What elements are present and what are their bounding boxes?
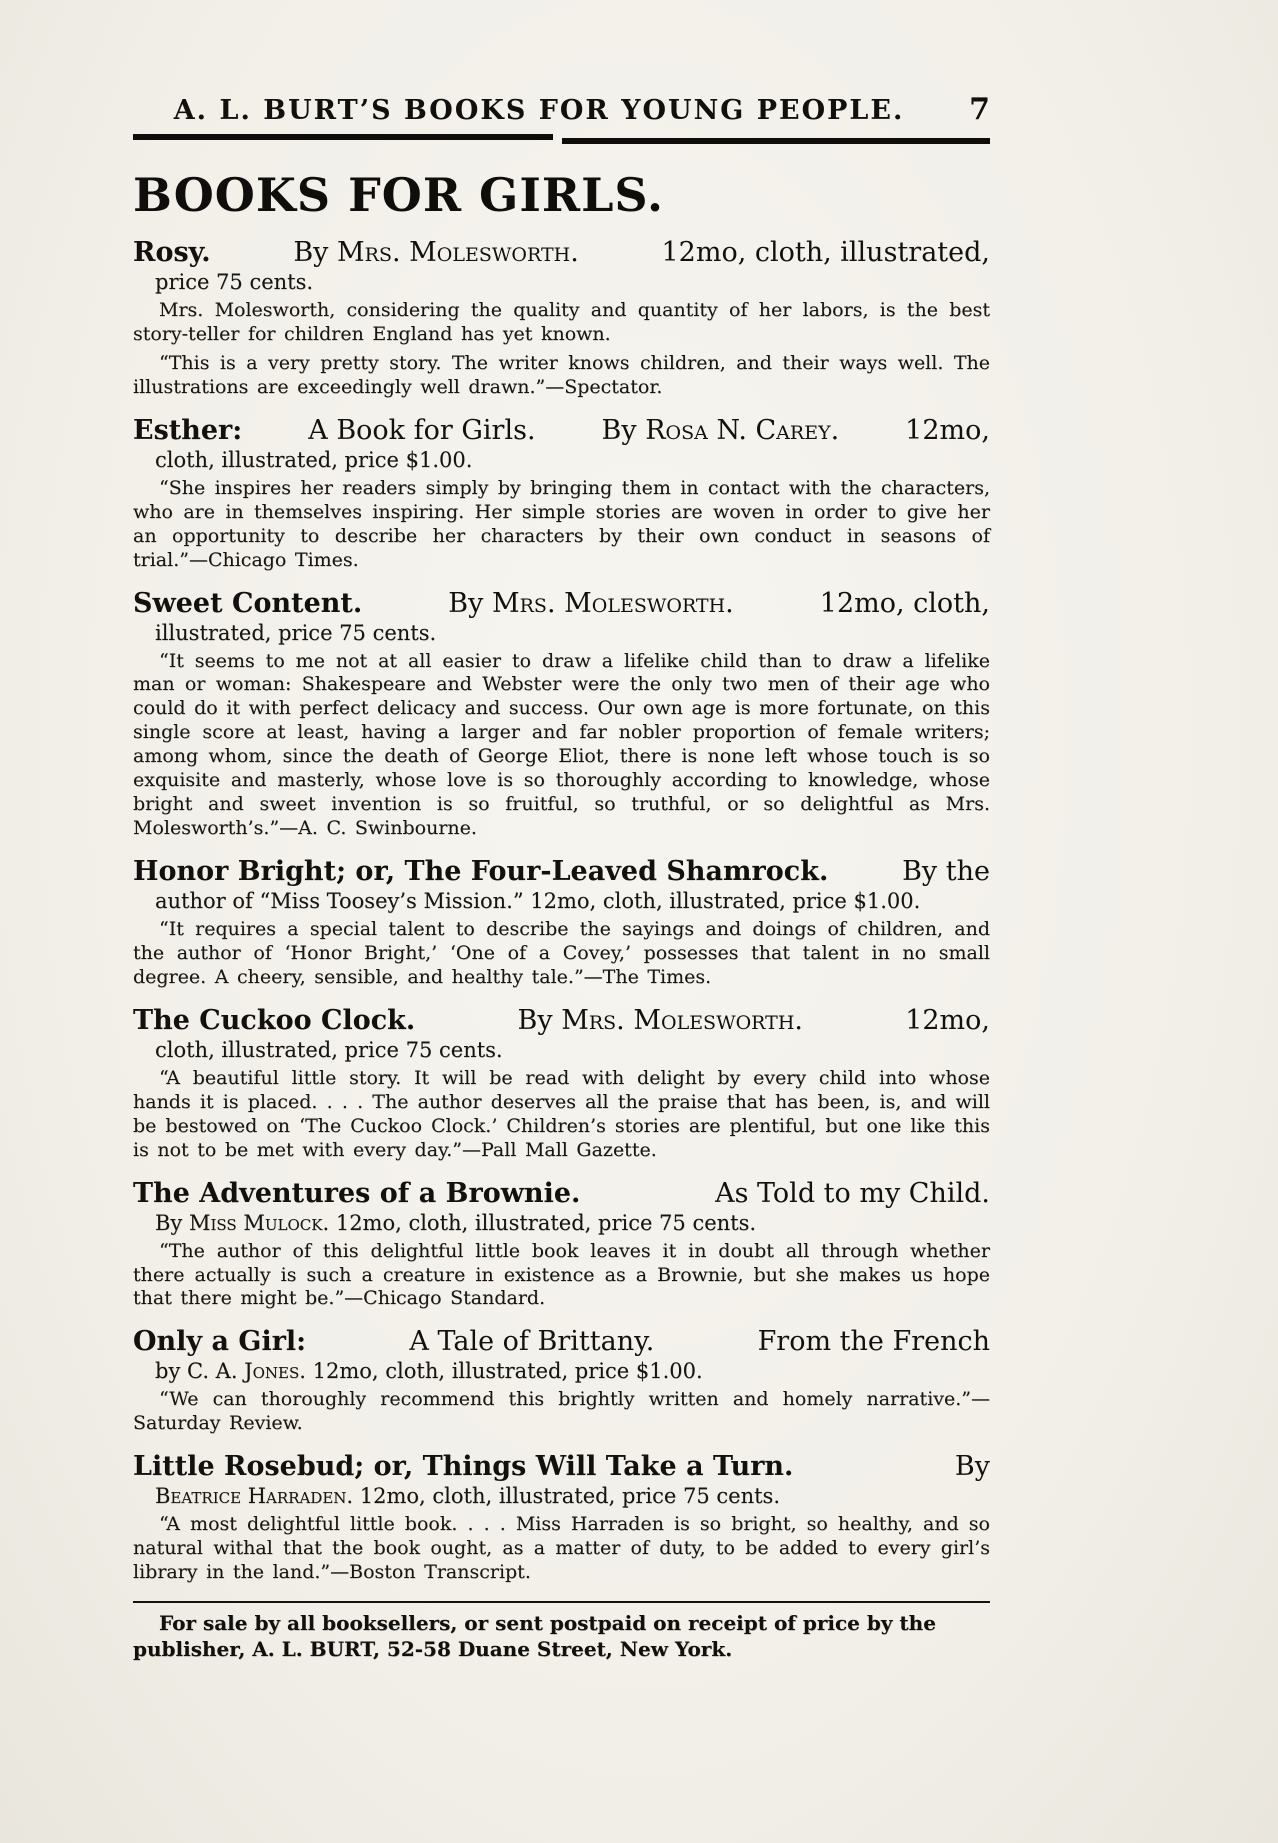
- book-title: Little Rosebud; or, Things Will Take a Turn.: [133, 1451, 794, 1483]
- book-subline: price 75 cents.: [155, 270, 314, 294]
- book-entry: [133, 1005, 990, 1163]
- book-author: Rosa N. Carey.: [645, 414, 840, 446]
- book-byline: [518, 1005, 803, 1036]
- byline-by: By: [601, 414, 637, 446]
- book-subline: illustrated, price 75 cents.: [155, 620, 437, 645]
- book-title: Only a Girl:: [133, 1326, 307, 1358]
- book-heading: [133, 415, 990, 446]
- book-author: Mrs. Molesworth.: [491, 587, 734, 619]
- header-rule: [133, 134, 990, 148]
- book-entry: [133, 1178, 990, 1312]
- review-paragraph: “It requires a special talent to describe the sayings and doings of children, and the author of ‘Honor Bright,’ ‘One of a Covey,’ possesses that talent in no small degree. A cheery, sensible, and healthy tale.”—The Times.: [133, 918, 990, 988]
- footer: [133, 1601, 990, 1662]
- book-author: Mrs. Molesworth.: [337, 237, 579, 268]
- book-subline: [155, 1484, 990, 1508]
- book-format: 12mo,: [905, 414, 990, 446]
- review-paragraph: “It seems to me not at all easier to draw a lifelike child than to draw a lifelike man or woman: Shakespeare and Webster were the only two men of their age who could do it with perfect delicacy and success. Our own age is more fortunate, on this single score at least, having a larger and far nobler proportion of female writers; among whom, since the death of George Eliot, there is none left whose touch is so exquisite and masterly, whose love is so thoroughly according to knowledge, whose bright and sweet invention is so fruitful, so truthful, or so delightful as Mrs. Molesworth’s.”—A. C. Swinbourne.: [133, 649, 990, 840]
- book-format: 12mo, cloth, illustrated,: [661, 237, 990, 268]
- book-heading: [133, 237, 990, 268]
- book-author: Mrs. Molesworth.: [561, 1004, 803, 1036]
- review-paragraph: “A most delightful little book. . . . Miss Harraden is so bright, so healthy, and so natural withal that the book ought, as a matter of duty, to be added to every girl’s library in the land.”—Boston Transcript.: [133, 1513, 990, 1584]
- page-number: 7: [969, 92, 990, 127]
- book-entry: [133, 1326, 990, 1436]
- byline-by: By: [293, 237, 329, 268]
- book-format: 12mo, cloth,: [819, 587, 990, 619]
- book-format: 12mo, cloth, illustrated, price 75 cents.: [359, 1484, 781, 1509]
- book-title: Sweet Content.: [133, 587, 363, 619]
- review-paragraph: “This is a very pretty story. The writer knows children, and their ways well. The illustrations are exceedingly well drawn.”—Spectator.: [133, 351, 990, 398]
- book-author: C. A. Jones.: [187, 1359, 306, 1384]
- book-subtitle: As Told to my Child.: [715, 1177, 990, 1209]
- book-origin: From the French: [757, 1326, 990, 1358]
- book-entry: [133, 856, 990, 990]
- book-subtitle: A Tale of Brittany.: [409, 1326, 655, 1358]
- review-paragraph: “We can thoroughly recommend this brightly written and homely narrative.”—Saturday Review.: [133, 1388, 990, 1435]
- book-title: Honor Bright; or, The Four-Leaved Shamrock.: [133, 856, 829, 887]
- book-heading: [133, 1005, 990, 1036]
- book-heading: [133, 1178, 990, 1209]
- review-paragraph: “A beautiful little story. It will be read with delight by every child into whose hands it is placed. . . . The author deserves all the praise that has been, is, and will be bestowed on ‘The Cuckoo Clock.’ Children’s stories are plentiful, but one like this is not to be met with every day.”—Pall Mall Gazette.: [133, 1066, 990, 1161]
- book-byline: [293, 237, 578, 268]
- book-subline: cloth, illustrated, price 75 cents.: [155, 1037, 503, 1062]
- book-subline: author of “Miss Toosey’s Mission.” 12mo, cloth, illustrated, price $1.00.: [155, 889, 921, 913]
- book-entry: [133, 237, 990, 400]
- book-heading: [133, 1451, 990, 1482]
- book-byline: By: [954, 1451, 990, 1483]
- book-format: 12mo, cloth, illustrated, price 75 cents.: [335, 1210, 757, 1235]
- book-author: Beatrice Harraden.: [155, 1484, 354, 1509]
- book-subline: [155, 1359, 990, 1383]
- header-title: A. L. BURT’S BOOKS FOR YOUNG PEOPLE.: [173, 95, 905, 126]
- footer-line-1: For sale by all booksellers, or sent postpaid on receipt of price by the: [159, 1611, 936, 1636]
- review-paragraph: “She inspires her readers simply by bringing them in contact with the characters, who are in themselves inspiring. Her simple stories are woven in order to give her an opportunity to describe her characters by their own conduct in seasons of trial.”—Chicago Times.: [133, 476, 990, 571]
- footer-line-2: publisher, A. L. BURT, 52-58 Duane Street, New York.: [133, 1637, 733, 1662]
- page-header: [133, 92, 990, 127]
- byline-by: By: [448, 587, 484, 619]
- book-subline: cloth, illustrated, price $1.00.: [155, 447, 473, 472]
- book-byline: [602, 415, 840, 446]
- book-author: Miss Mulock.: [188, 1210, 330, 1235]
- book-byline: [448, 588, 733, 619]
- book-title: Rosy.: [133, 237, 211, 268]
- book-title: Esther:: [133, 414, 243, 446]
- byline-by: by: [155, 1359, 181, 1384]
- book-entry: [133, 1451, 990, 1585]
- book-heading: [133, 856, 990, 887]
- book-subtitle: A Book for Girls.: [308, 414, 536, 446]
- book-subline: [155, 1211, 990, 1235]
- review-paragraph: “The author of this delightful little book leaves it in doubt all through whether there actually is such a creature in existence as a Brownie, but she makes us hope that there might be.”—Chicago Standard.: [133, 1239, 990, 1310]
- book-title: The Cuckoo Clock.: [133, 1004, 416, 1036]
- book-format: 12mo,: [905, 1004, 990, 1036]
- book-heading: [133, 588, 990, 619]
- review-paragraph: Mrs. Molesworth, considering the quality and quantity of her labors, is the best story-teller for children England has yet known.: [133, 299, 990, 345]
- book-byline: By the: [902, 856, 990, 887]
- section-title: BOOKS FOR GIRLS.: [133, 168, 665, 222]
- book-format: 12mo, cloth, illustrated, price $1.00.: [312, 1359, 703, 1384]
- byline-by: By: [517, 1004, 553, 1036]
- byline-by: By: [155, 1210, 183, 1235]
- book-entry: [133, 588, 990, 842]
- header-rule-left: [133, 134, 553, 140]
- book-title: The Adventures of a Brownie.: [133, 1177, 581, 1209]
- header-rule-right: [562, 138, 991, 144]
- book-heading: [133, 1326, 990, 1357]
- book-entry: [133, 415, 990, 573]
